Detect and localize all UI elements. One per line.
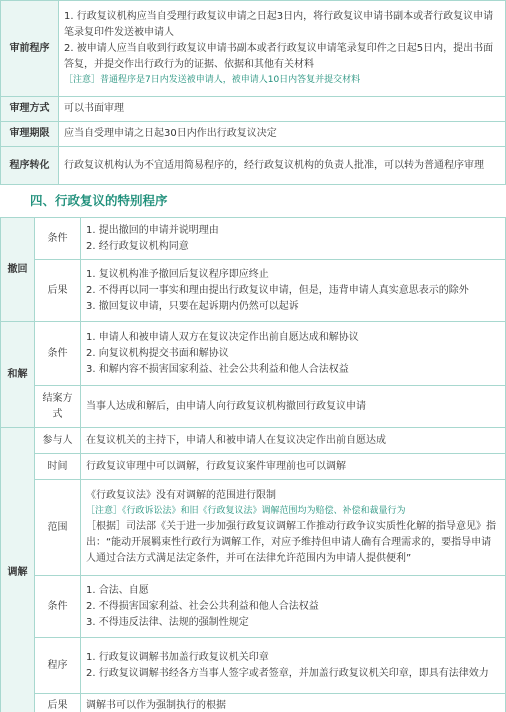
row-label: 条件	[35, 576, 81, 638]
table-row	[1, 576, 506, 638]
note-text: ［注意］《行政诉讼法》和旧《行政复议法》调解范围均为赔偿、补偿和裁量行为	[86, 506, 406, 517]
row-content	[81, 480, 506, 576]
row-content	[81, 576, 506, 638]
row-content: 在复议机关的主持下，申请人和被申请人在复议决定作出前自愿达成	[81, 428, 506, 454]
row-label: 范围	[35, 480, 81, 576]
list-item: 1. 复议机构准予撤回后复议程序即应终止	[86, 268, 269, 280]
list-item: 1. 申请人和被申请人双方在复议决定作出前自愿达成和解协议	[86, 331, 359, 343]
row-label: 时间	[35, 454, 81, 480]
table-row	[1, 122, 506, 147]
group-label: 和解	[1, 322, 35, 428]
list-item: 2. 行政复议调解书经各方当事人签字或者签章，并加盖行政复议机关印章，即具有法律效力	[86, 667, 489, 679]
list-item: 2. 经行政复议机构同意	[86, 240, 189, 252]
row-label: 参与人	[35, 428, 81, 454]
row-label: 审理方式	[1, 97, 59, 122]
row-label: 后果	[35, 260, 81, 322]
row-content	[81, 638, 506, 694]
row-label: 后果	[35, 694, 81, 712]
list-item: 2. 被申请人应当自收到行政复议申请书副本或者行政复议申请笔录复印件之日起5日内，提出书面答复，并提交作出行政行为的证据、依据和其他有关材料	[64, 43, 494, 71]
row-content: 当事人达成和解后，由申请人向行政复议机构撤回行政复议申请	[81, 386, 506, 428]
simple-procedure-table	[0, 0, 506, 185]
list-item: 2. 向复议机构提交书面和解协议	[86, 347, 229, 359]
row-label: 审理期限	[1, 122, 59, 147]
table-row	[1, 386, 506, 428]
table-row	[1, 322, 506, 386]
basis-text: ［根据］司法部《关于进一步加强行政复议调解工作推动行政争议实质性化解的指导意见》指出：“能动开展羁束性行政行为调解工作，对应予维持但申请人确有合理需求的，要指导申请人通过合法方式满足法定条件，并可在法律允许范围内为申请人提供便利”	[86, 520, 496, 564]
table-row	[1, 147, 506, 185]
list-item: 3. 和解内容不损害国家利益、社会公共利益和他人合法权益	[86, 363, 349, 375]
special-procedure-table	[0, 217, 506, 712]
row-content	[81, 322, 506, 386]
row-content	[59, 1, 506, 97]
row-content	[81, 260, 506, 322]
row-label: 程序	[35, 638, 81, 694]
row-content: 行政复议审理中可以调解，行政复议案件审理前也可以调解	[81, 454, 506, 480]
table-row	[1, 694, 506, 712]
row-content: 可以书面审理	[59, 97, 506, 122]
section-title: 四、行政复议的特别程序	[30, 193, 168, 208]
group-label: 撤回	[1, 218, 35, 322]
row-label: 结案方式	[35, 386, 81, 428]
table-row	[1, 480, 506, 576]
list-item: 1. 合法、自愿	[86, 584, 149, 596]
list-item: 2. 不得再以同一事实和理由提出行政复议申请，但是，违背申请人真实意思表示的除外	[86, 284, 469, 296]
row-content: 行政复议机构认为不宜适用简易程序的，经行政复议机构的负责人批准，可以转为普通程序审理	[59, 147, 506, 185]
table-row	[1, 1, 506, 97]
row-label: 条件	[35, 218, 81, 260]
row-label: 审前程序	[1, 1, 59, 97]
table-row	[1, 260, 506, 322]
table-row	[1, 638, 506, 694]
table-row	[1, 428, 506, 454]
row-content: 应当自受理申请之日起30日内作出行政复议决定	[59, 122, 506, 147]
row-label: 程序转化	[1, 147, 59, 185]
list-item: 3. 撤回复议申请，只要在起诉期内仍然可以起诉	[86, 300, 299, 312]
list-item: 1. 行政复议机构应当自受理行政复议申请之日起3日内，将行政复议申请书副本或者行政复议申请笔录复印件发送被申请人	[64, 11, 494, 39]
row-content	[81, 218, 506, 260]
row-label: 条件	[35, 322, 81, 386]
list-item: 1. 提出撤回的申请并说明理由	[86, 224, 219, 236]
table-row	[1, 218, 506, 260]
table-row	[1, 454, 506, 480]
note-text: ［注意］普通程序是7日内发送被申请人，被申请人10日内答复并提交材料	[64, 75, 361, 86]
group-label: 调解	[1, 428, 35, 712]
list-item: 3. 不得违反法律、法规的强制性规定	[86, 616, 249, 628]
list-item: 2. 不得损害国家利益、社会公共利益和他人合法权益	[86, 600, 319, 612]
list-item: 1. 行政复议调解书加盖行政复议机关印章	[86, 651, 269, 663]
row-content: 调解书可以作为强制执行的根据	[81, 694, 506, 712]
table-row	[1, 97, 506, 122]
list-item: 《行政复议法》没有对调解的范围进行限制	[86, 490, 276, 502]
